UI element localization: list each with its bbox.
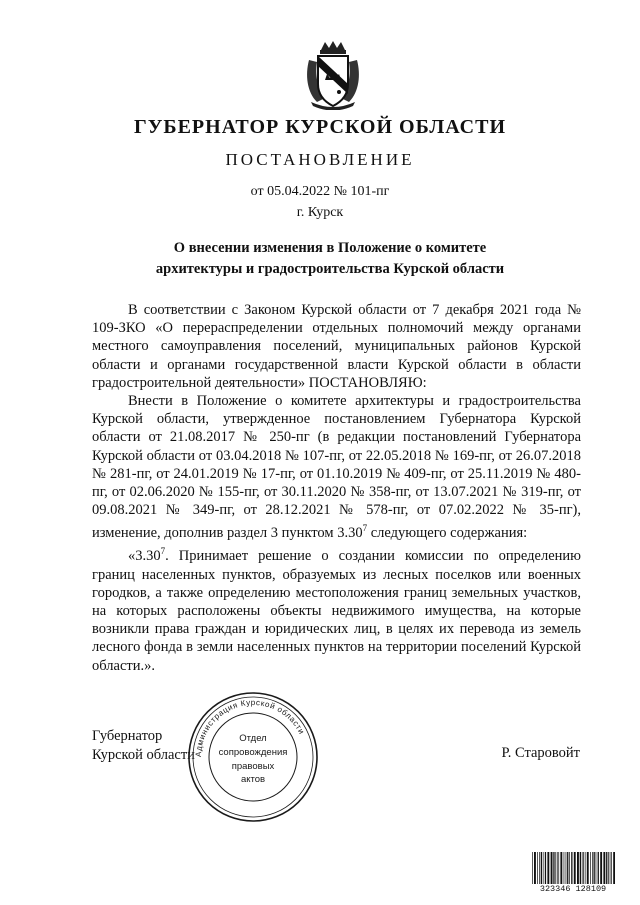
barcode-bar <box>537 852 538 886</box>
barcode-bar <box>583 852 584 886</box>
barcode-bar <box>598 852 599 886</box>
barcode-bar <box>557 852 558 886</box>
signer-position <box>92 727 195 765</box>
barcode-bar <box>608 852 609 886</box>
barcode-bar <box>574 852 576 886</box>
p2-main-text: Внести в Положение о комитете архитектуры и градостроительства Курской области, утвержденное постановлением Губернатора Курской области от 21.08.2017 № 250-пг (в редакции постановлений Губернатора Курской области от 03.04.2018 № 107-пг, от 22.05.2018 № 169-пг, от 26.07.2018 № 281-пг, от 24.01.2019 № 17-пг, от 01.10.2019 № 409-пг, от 25.11.2019 № 480-пг, от 02.06.2020 № 155-пг, от 30.11.2020 № 358-пг, от 13.07.2021 № 319-пг, от 09.08.2021 № 349-пг, от 28.12.2021 № 578-пг, от 07.02.2022 № 35-пг), изменение, дополнив раздел 3 пунктом 3.30 <box>92 393 581 542</box>
stamp-line-2: сопровождения <box>218 747 288 758</box>
document-city: г. Курск <box>296 205 344 220</box>
stamp-ring-text: Администрация Курской области <box>193 697 307 758</box>
signer-name: Р. Старовойт <box>501 745 580 761</box>
barcode-bar <box>532 852 533 886</box>
subject-line-2: архитектуры и градостроительства Курской области <box>155 261 505 277</box>
barcode-bar <box>564 852 565 886</box>
barcode-bar <box>571 852 572 886</box>
barcode-bar <box>606 852 607 886</box>
barcode-bar <box>577 852 579 886</box>
barcode-bar <box>543 852 544 886</box>
barcode-bar <box>582 852 583 886</box>
barcode-bar <box>587 852 589 886</box>
document-title: ГУБЕРНАТОР КУРСКОЙ ОБЛАСТИ <box>133 116 507 138</box>
p3-main-text: . Принимает решение о создании комиссии по определению границ населенных пунктов, образуемых из лесных поселков или военных городков, а также определению местоположения границ земельных участков, на которых расположены объекты недвижимого имущества, на которые возникли права граждан и юридических лиц, в целях их перевода из земель лесного фонда в земли населенных пунктов на территории поселений Курской области.». <box>92 548 581 674</box>
document-date-number: от 05.04.2022 № 101-пг <box>250 184 390 199</box>
barcode-bar <box>613 852 615 886</box>
barcode-bar <box>596 852 597 886</box>
p2-tail-text: следующего содержания: <box>367 525 528 542</box>
stamp-line-3: правовых <box>231 761 275 772</box>
barcode-bar <box>558 852 559 886</box>
p3-superscript: 7 <box>160 546 166 557</box>
barcode-bar <box>594 852 595 886</box>
barcode-bar <box>592 852 593 886</box>
barcode-bar <box>560 852 562 886</box>
barcode-bar <box>534 852 536 886</box>
barcode-bar <box>585 852 586 886</box>
signer-position-line-2: Курской области <box>92 747 195 763</box>
p2-superscript: 7 <box>362 523 368 534</box>
barcode-bar <box>541 852 542 886</box>
barcode-bar <box>600 852 602 886</box>
stamp-line-1: Отдел <box>239 733 267 744</box>
barcode-bar <box>539 852 540 886</box>
barcode-bar <box>553 852 554 886</box>
body-paragraph-1: В соответствии с Законом Курской области от 7 декабря 2021 года № 109-ЗКО «О перераспределении отдельных полномочий между органами местного самоуправления поселений, муниципальных районов Курской области и органами государственной власти Курской области в области градостроительной деятельности» ПОСТАНОВЛЯЮ: <box>92 302 581 391</box>
official-stamp <box>186 690 320 824</box>
signer-position-line-1: Губернатор <box>92 728 163 744</box>
subject-line-1: О внесении изменения в Положение о комитете <box>173 240 487 256</box>
barcode-bar <box>555 852 556 886</box>
barcode-bar <box>567 852 568 886</box>
document-type: ПОСТАНОВЛЕНИЕ <box>225 150 415 169</box>
barcode-number: 323346 128109 <box>531 884 615 894</box>
barcode-bar <box>569 852 570 886</box>
barcode-bar <box>580 852 581 886</box>
barcode-bar <box>590 852 591 886</box>
stamp-line-4: актов <box>240 774 266 785</box>
barcode-bar <box>551 852 553 886</box>
body-paragraph-3 <box>92 542 581 674</box>
coat-of-arms-icon <box>303 40 363 110</box>
barcode-bar <box>603 852 605 886</box>
barcode-bar <box>545 852 546 886</box>
barcode-bar <box>566 852 567 886</box>
p3-head-text: «3.30 <box>128 548 161 565</box>
barcode-bar <box>610 852 611 886</box>
barcode-bar <box>547 852 549 886</box>
barcode-bar <box>611 852 612 886</box>
body-paragraph-2 <box>92 392 581 542</box>
document-body <box>92 301 581 675</box>
document-subject <box>80 238 580 280</box>
